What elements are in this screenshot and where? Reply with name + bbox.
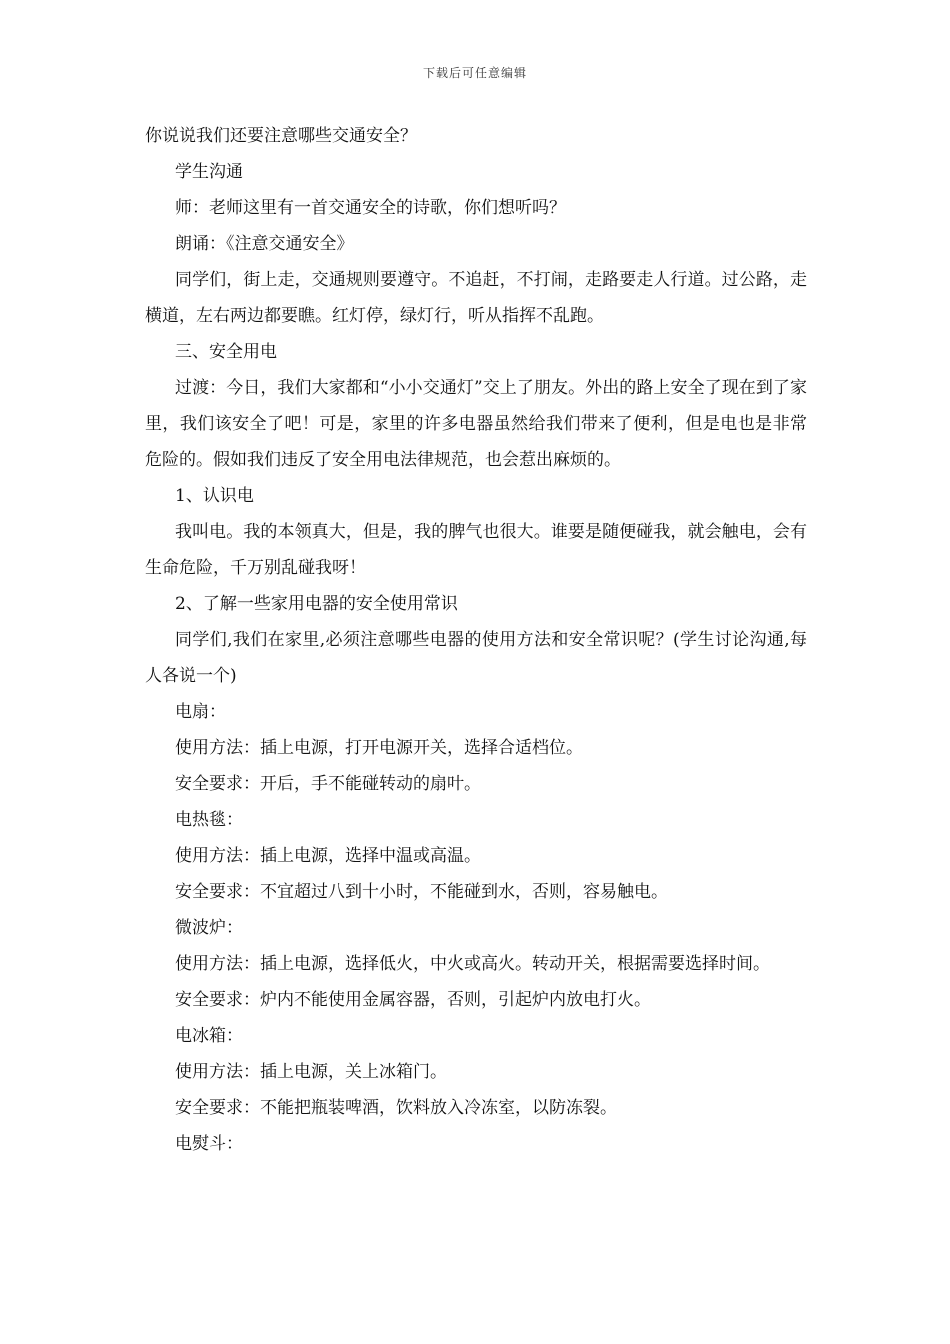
paragraph: 2、了解一些家用电器的安全使用常识: [175, 594, 458, 614]
paragraph: 过渡：今日，我们大家都和“小小交通灯”交上了朋友。外出的路上安全了现在到了家里，我们该安全了吧！可是，家里的许多电器虽然给我们带来了便利，但是电也是非常危险的。假如我们违反了安全用电法律规范，也会惹出麻烦的。: [145, 378, 807, 470]
document-body: [145, 118, 807, 1162]
paragraph: 使用方法：插上电源，关上冰箱门。: [175, 1062, 447, 1082]
paragraph: 电热毯：: [175, 810, 243, 830]
paragraph: 电熨斗：: [175, 1134, 243, 1154]
page-header: 下载后可任意编辑: [422, 66, 527, 80]
paragraph: 同学们，街上走，交通规则要遵守。不追赶，不打闹，走路要走人行道。过公路，走横道，左右两边都要瞧。红灯停，绿灯行，听从指挥不乱跑。: [145, 270, 807, 326]
paragraph: 学生沟通: [175, 162, 243, 182]
paragraph: 同学们,我们在家里,必须注意哪些电器的使用方法和安全常识呢？(学生讨论沟通,每人各说一个): [145, 630, 807, 686]
paragraph: 你说说我们还要注意哪些交通安全？: [145, 126, 417, 146]
paragraph: 朗诵：《注意交通安全》: [175, 234, 354, 254]
paragraph: 使用方法：插上电源，选择低火，中火或高火。转动开关，根据需要选择时间。: [175, 954, 770, 974]
paragraph: 安全要求：开后，手不能碰转动的扇叶。: [175, 774, 481, 794]
paragraph: 安全要求：不能把瓶装啤酒，饮料放入冷冻室，以防冻裂。: [175, 1098, 617, 1118]
paragraph: 电冰箱：: [175, 1026, 243, 1046]
paragraph: 微波炉：: [175, 918, 243, 938]
paragraph: 师：老师这里有一首交通安全的诗歌，你们想听吗？: [175, 198, 566, 218]
paragraph: 我叫电。我的本领真大，但是，我的脾气也很大。谁要是随便碰我，就会触电，会有生命危险，千万别乱碰我呀！: [145, 522, 807, 578]
paragraph: 安全要求：不宜超过八到十小时，不能碰到水，否则，容易触电。: [175, 882, 668, 902]
paragraph: 使用方法：插上电源，选择中温或高温。: [175, 846, 481, 866]
paragraph: 1、认识电: [175, 486, 254, 506]
paragraph: 三、安全用电: [175, 342, 277, 362]
paragraph: 安全要求：炉内不能使用金属容器，否则，引起炉内放电打火。: [175, 990, 651, 1010]
paragraph: 使用方法：插上电源，打开电源开关，选择合适档位。: [175, 738, 583, 758]
paragraph: 电扇：: [175, 702, 226, 722]
